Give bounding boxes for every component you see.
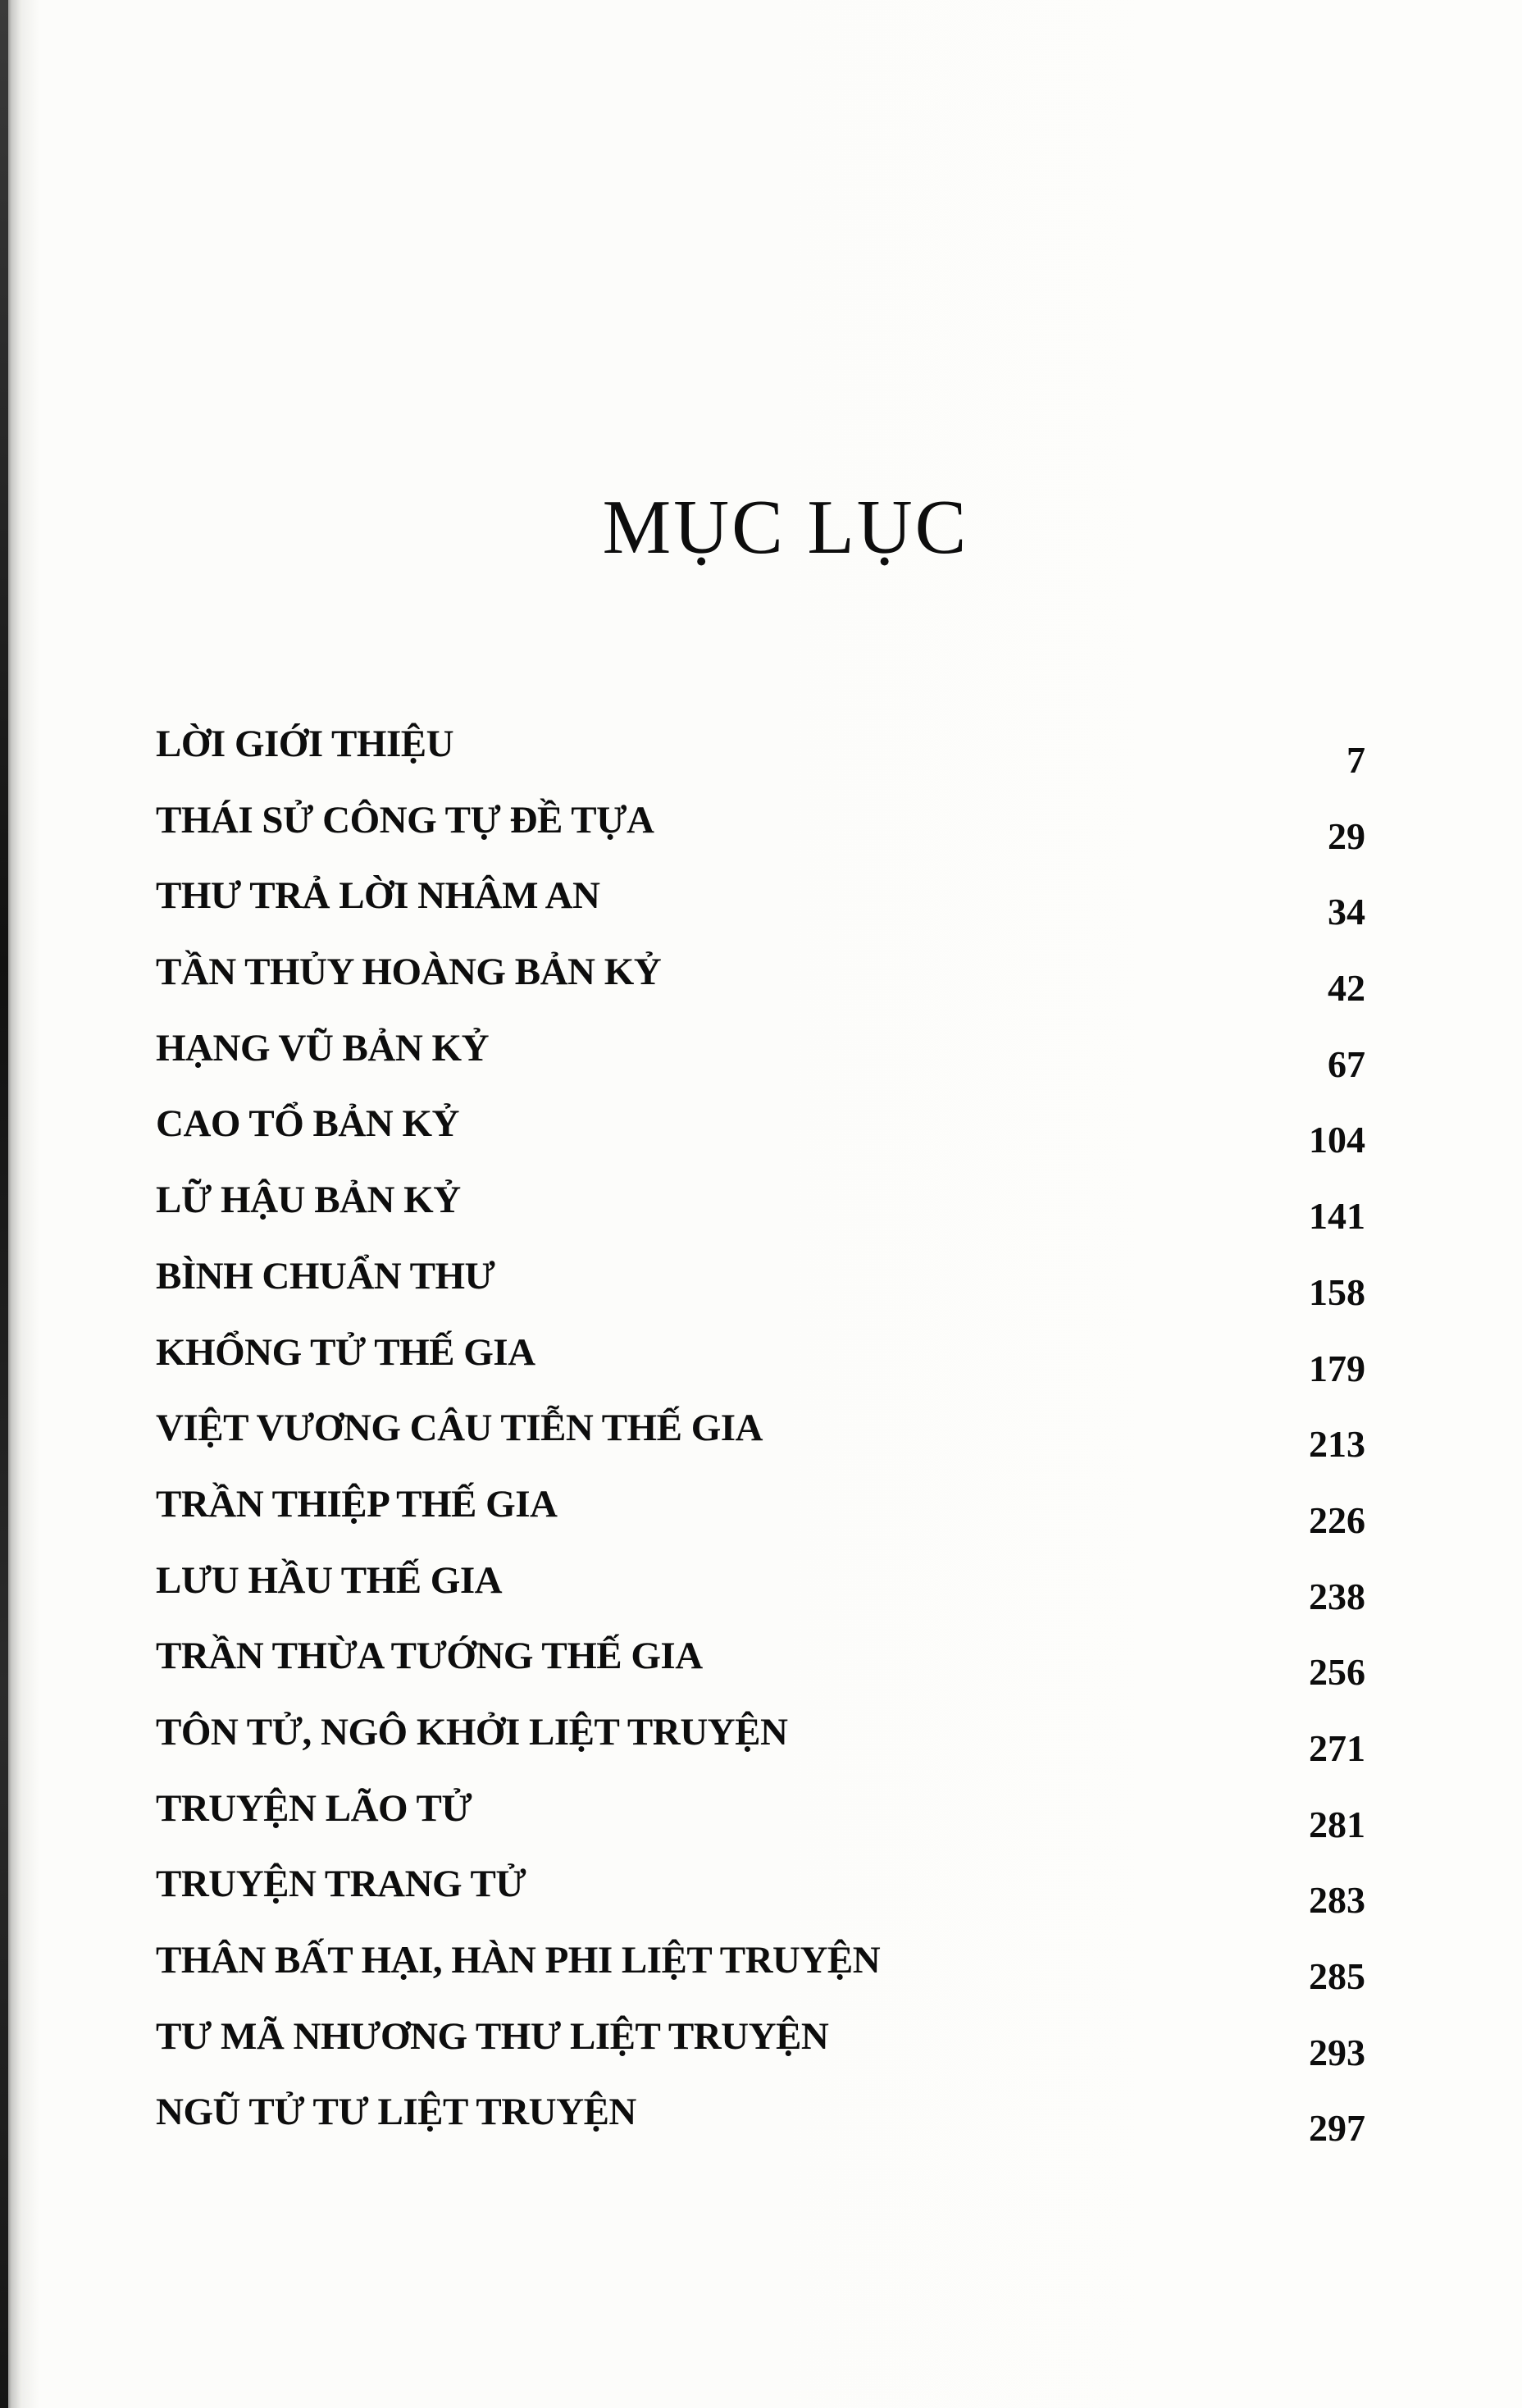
toc-entry-title: VIỆT VƯƠNG CÂU TIỄN THẾ GIA xyxy=(156,1407,763,1450)
toc-entry-page-number: 158 xyxy=(1309,1270,1365,1313)
toc-entry xyxy=(156,1254,1365,1334)
toc-entry-page-number: 271 xyxy=(1309,1726,1365,1769)
table-of-contents xyxy=(156,725,1365,2169)
toc-entry xyxy=(156,1637,1365,1713)
toc-entry xyxy=(156,2093,1365,2169)
toc-entry-title: NGŨ TỬ TƯ LIỆT TRUYỆN xyxy=(156,2091,636,2134)
toc-entry-title: THÁI SỬ CÔNG TỰ ĐỀ TỰA xyxy=(156,798,654,841)
toc-entry-page-number: 141 xyxy=(1309,1195,1365,1238)
toc-entry xyxy=(156,953,1365,1029)
toc-entry-page-number: 29 xyxy=(1328,814,1365,857)
toc-entry-page-number: 34 xyxy=(1328,891,1365,933)
toc-entry-page-number: 238 xyxy=(1309,1575,1365,1617)
toc-entry-title: KHỔNG TỬ THẾ GIA xyxy=(156,1330,535,1374)
toc-entry-page-number: 104 xyxy=(1309,1119,1365,1161)
toc-entry xyxy=(156,874,1365,953)
toc-entry-page-number: 297 xyxy=(1309,2107,1365,2150)
toc-entry xyxy=(156,1710,1365,1790)
toc-entry-page-number: 283 xyxy=(1309,1879,1365,1922)
toc-entry xyxy=(156,1026,1365,1106)
toc-entry xyxy=(156,1786,1365,1866)
toc-entry xyxy=(156,2014,1365,2094)
page-title: MỤC LỤC xyxy=(602,485,969,570)
binding-shadow xyxy=(0,0,8,2408)
toc-entry xyxy=(156,725,1365,801)
toc-entry-page-number: 213 xyxy=(1309,1423,1365,1466)
toc-entry-title: LỜI GIỚI THIỆU xyxy=(156,723,454,765)
toc-entry-title: TRẦN THIỆP THẾ GIA xyxy=(156,1482,558,1526)
toc-entry xyxy=(156,798,1365,878)
toc-entry-page-number: 179 xyxy=(1309,1347,1365,1389)
toc-entry-title: LƯU HẦU THẾ GIA xyxy=(156,1558,503,1602)
toc-entry-page-number: 285 xyxy=(1309,1955,1365,1997)
toc-entry-title: THƯ TRẢ LỜI NHÂM AN xyxy=(156,874,600,918)
toc-entry-title: HẠNG VŨ BẢN KỶ xyxy=(156,1026,490,1069)
toc-entry-page-number: 42 xyxy=(1328,967,1365,1010)
toc-entry-title: TẦN THỦY HOÀNG BẢN KỶ xyxy=(156,951,662,994)
toc-entry xyxy=(156,1865,1365,1941)
toc-entry-title: THÂN BẤT HẠI, HÀN PHI LIỆT TRUYỆN xyxy=(156,1939,881,1982)
toc-entry-title: TƯ MÃ NHƯƠNG THƯ LIỆT TRUYỆN xyxy=(156,2014,829,2058)
toc-entry-page-number: 7 xyxy=(1347,739,1365,781)
toc-entry xyxy=(156,1181,1365,1257)
toc-entry xyxy=(156,1941,1365,2018)
toc-entry-title: TRUYỆN TRANG TỬ xyxy=(156,1863,526,1906)
toc-entry-title: BÌNH CHUẨN THƯ xyxy=(156,1254,495,1297)
toc-entry-page-number: 256 xyxy=(1309,1651,1365,1694)
toc-entry-title: CAO TỔ BẢN KỶ xyxy=(156,1102,459,1146)
toc-entry xyxy=(156,1558,1365,1638)
toc-entry-title: TRẦN THỪA TƯỚNG THẾ GIA xyxy=(156,1635,703,1678)
toc-entry xyxy=(156,1102,1365,1181)
toc-entry-title: TÔN TỬ, NGÔ KHỞI LIỆT TRUYỆN xyxy=(156,1710,788,1754)
toc-entry-title: TRUYỆN LÃO TỬ xyxy=(156,1786,472,1830)
toc-entry-page-number: 281 xyxy=(1309,1803,1365,1845)
toc-entry-title: LỮ HẬU BẢN KỶ xyxy=(156,1179,461,1222)
toc-entry-page-number: 226 xyxy=(1309,1498,1365,1541)
toc-entry-page-number: 293 xyxy=(1309,2031,1365,2073)
toc-entry-page-number: 67 xyxy=(1328,1042,1365,1085)
toc-entry xyxy=(156,1330,1365,1410)
toc-entry xyxy=(156,1482,1365,1562)
toc-entry xyxy=(156,1409,1365,1485)
